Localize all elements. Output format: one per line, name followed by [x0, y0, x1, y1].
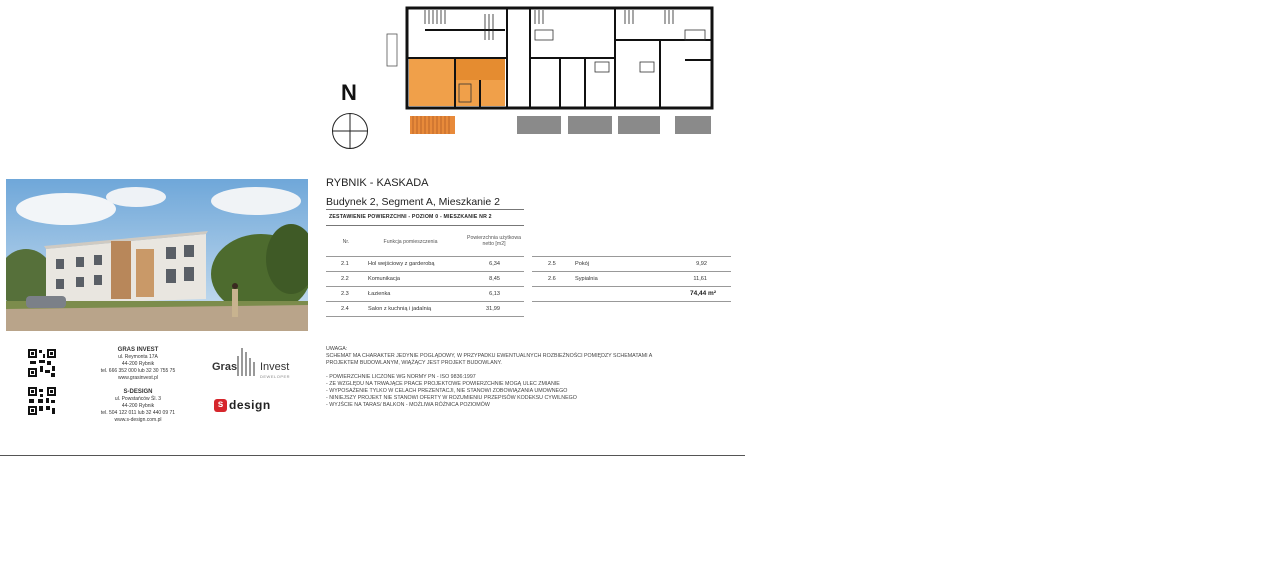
contact-line: tel. 666 352 000 lub 32 30 755 75: [100, 368, 176, 374]
building-rendering: [6, 179, 308, 331]
s-design-logo: [214, 398, 294, 414]
notes-bullet: - NINIEJSZY PROJEKT NIE STANOWI OFERTY W ROZUMIENIU PRZEPISÓW KODEKSU CYWILNEGO: [326, 395, 577, 401]
gras-invest-logo: [212, 346, 302, 380]
row-name: Komunikacja: [368, 276, 401, 282]
notes-paragraph-line: SCHEMAT MA CHARAKTER JEDYNIE POGLĄDOWY, W PRZYPADKU EWENTUALNYCH ROZBIEŻNOŚCI POMIĘDZY SCHEMATAMI A: [326, 353, 653, 359]
divider: [532, 256, 731, 257]
notes-paragraph-line: PROJEKTEM BUDOWLANYM, WIĄŻĄCY JEST PROJEKT BUDOWLANY.: [326, 360, 502, 366]
header-area: [458, 235, 530, 247]
area-summary-caption: ZESTAWIENIE POWIERZCHNI - POZIOM 0 - MIESZKANIE NR 2: [329, 214, 492, 220]
divider: [532, 271, 731, 272]
row-name: Sypialnia: [575, 276, 598, 282]
row-area: 31,99: [486, 306, 500, 312]
logo-text-gras: Gras: [212, 361, 238, 373]
divider: [326, 286, 524, 287]
contact-line: tel. 504 122 011 lub 32 440 09 71: [100, 410, 176, 416]
contact-website-link[interactable]: www.grasinvest.pl: [117, 375, 158, 381]
notes-block: [326, 346, 726, 409]
compass-icon: [331, 112, 369, 150]
header-nr: Nr.: [342, 239, 350, 245]
page-bottom-divider: [0, 455, 745, 456]
contact-line: 44-200 Rybnik: [121, 361, 155, 367]
notes-bullet: - POWIERZCHNIE LICZONE WG NORMY PN - ISO 9836:1997: [326, 374, 476, 380]
contact-line: 44-200 Rybnik: [121, 403, 155, 409]
north-label: N: [341, 80, 357, 105]
row-area: 8,45: [489, 276, 500, 282]
qr-code-icon: [27, 386, 57, 416]
contact-line: ul. Reymonta 17A: [118, 354, 158, 360]
row-nr: 2.4: [341, 306, 349, 312]
header-area-line: Powierzchnia użytkowa: [467, 235, 521, 241]
divider: [326, 301, 524, 302]
row-name: Salon z kuchnią i jadalnią: [368, 306, 432, 312]
row-nr: 2.5: [548, 261, 556, 267]
row-nr: 2.2: [341, 276, 349, 282]
notes-bullet: - WYPOSAŻENIE TYLKO W CELACH PREZENTACJI, NIE STANOWI ZOBOWIĄZANIA UMOWNEGO: [326, 388, 568, 394]
header-function: Funkcja pomieszczenia: [383, 239, 438, 245]
contact-gras-invest: [78, 347, 198, 382]
row-nr: 2.1: [341, 261, 349, 267]
logo-text-invest: Invest: [260, 361, 290, 373]
notes-heading: UWAGA:: [326, 346, 348, 352]
row-name: Łazienka: [368, 291, 391, 297]
total-area: 74,44 m²: [689, 290, 716, 297]
row-name: Pokój: [575, 261, 589, 267]
row-nr: 2.6: [548, 276, 556, 282]
contact-name: GRAS INVEST: [117, 347, 159, 353]
logo-text-design: design: [229, 398, 271, 412]
row-area: 6,13: [489, 291, 500, 297]
divider: [326, 225, 524, 226]
notes-bullet: - WYJŚCIE NA TARAS/ BALKON - MOŻLIWA RÓŻNICA POZIOMÓW: [326, 402, 490, 408]
contact-website-link[interactable]: www.s-design.com.pl: [114, 417, 162, 423]
header-area-line: netto [m2]: [482, 241, 506, 247]
contact-line: ul. Powstańców Śl. 3: [114, 396, 162, 402]
divider: [532, 286, 731, 287]
skyline-icon: [235, 346, 259, 376]
notes-bullet: - ZE WZGLĘDU NA TRWAJĄCE PRACE PROJEKTOWE POWIERZCHNIE MOGĄ ULEC ZMIANIE: [326, 381, 560, 387]
row-area: 9,92: [696, 261, 707, 267]
logo-subtext: DEWELOPER: [260, 374, 291, 379]
divider: [326, 256, 524, 257]
qr-code-icon: [27, 348, 57, 378]
divider: [532, 301, 731, 302]
logo-badge: s: [214, 399, 227, 412]
divider: [326, 271, 524, 272]
row-nr: 2.3: [341, 291, 349, 297]
floor-plan: [385, 0, 730, 138]
divider: [326, 316, 524, 317]
row-name: Hol wejściowy z garderobą: [368, 261, 435, 267]
apartment-title: Budynek 2, Segment A, Mieszkanie 2: [326, 196, 500, 208]
divider: [326, 209, 524, 210]
contact-name: S-DESIGN: [123, 389, 153, 395]
row-area: 11,61: [693, 276, 707, 282]
contact-s-design: [78, 389, 198, 424]
row-area: 6,34: [489, 261, 500, 267]
project-title: RYBNIK - KASKADA: [326, 177, 429, 189]
